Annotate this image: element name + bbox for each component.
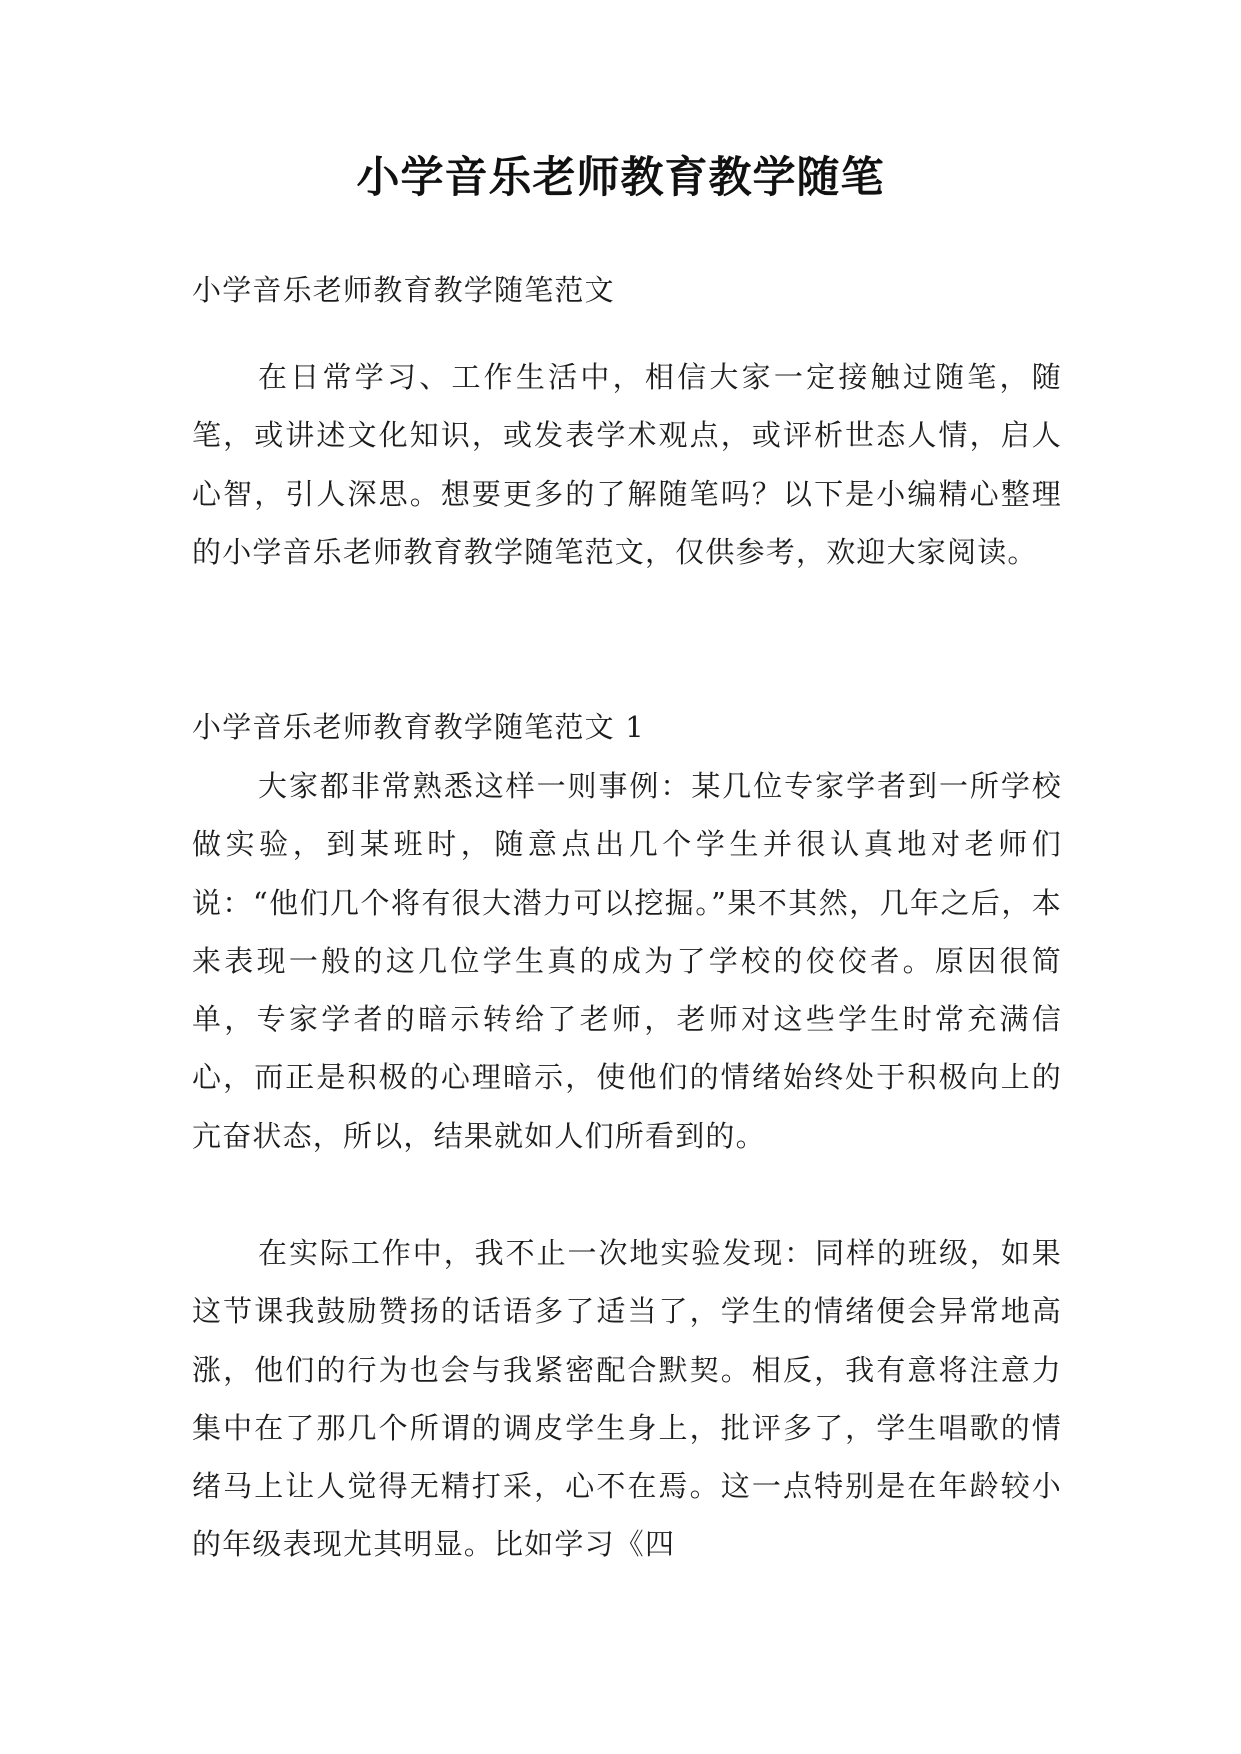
section-subheading: 小学音乐老师教育教学随笔范文 1 xyxy=(192,710,645,744)
intro-paragraph: 在日常学习、工作生活中，相信大家一定接触过随笔，随笔，或讲述文化知识，或发表学术观点，或评析世态人情，启人心智，引人深思。想要更多的了解随笔吗？以下是小编精心整理的小学音乐老师教育教学随笔范文，仅供参考，欢迎大家阅读。 xyxy=(192,360,1062,569)
document-title: 小学音乐老师教育教学随笔 xyxy=(356,153,885,203)
body-paragraph: 大家都非常熟悉这样一则事例：某几位专家学者到一所学校做实验，到某班时，随意点出几个学生并很认真地对老师们说：“他们几个将有很大潜力可以挖掘。”果不其然，几年之后，本来表现一般的这几位学生真的成为了学校的佼佼者。原因很简单，专家学者的暗示转给了老师，老师对这些学生时常充满信心，而正是积极的心理暗示，使他们的情绪始终处于积极向上的亢奋状态，所以，结果就如人们所看到的。 xyxy=(192,769,1062,1153)
section-subheading: 小学音乐老师教育教学随笔范文 xyxy=(192,273,615,307)
body-paragraph: 在实际工作中，我不止一次地实验发现：同样的班级，如果这节课我鼓励赞扬的话语多了适当了，学生的情绪便会异常地高涨，他们的行为也会与我紧密配合默契。相反，我有意将注意力集中在了那几个所谓的调皮学生身上，批评多了，学生唱歌的情绪马上让人觉得无精打采，心不在焉。这一点特别是在年龄较小的年级表现尤其明显。比如学习《四 xyxy=(192,1236,1062,1562)
